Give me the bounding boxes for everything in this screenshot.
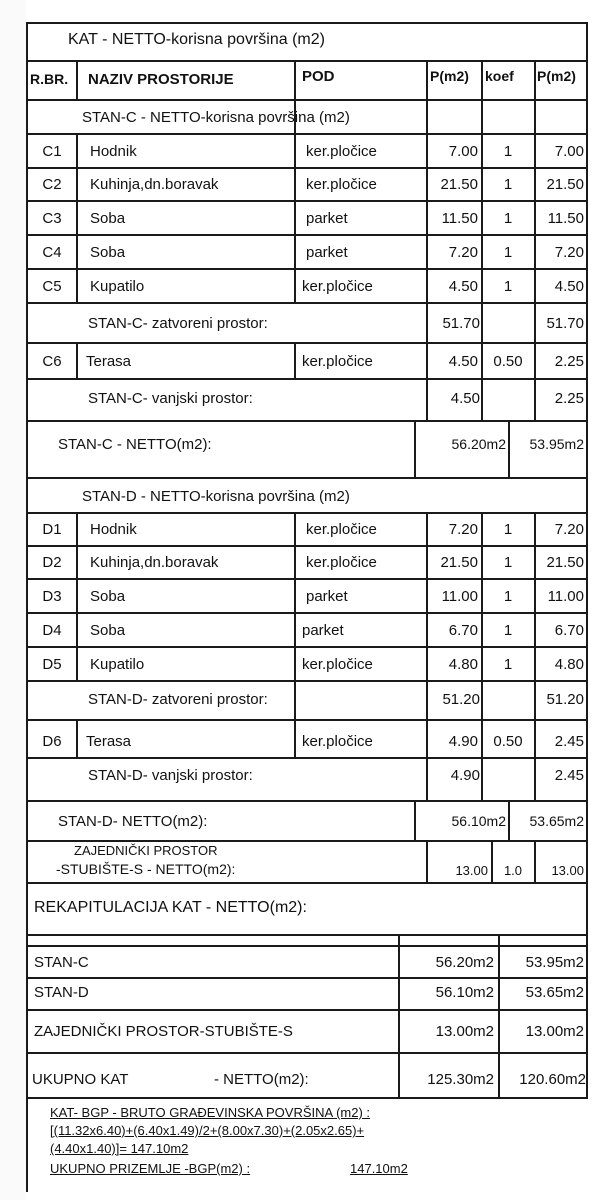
header-p2: P(m2) bbox=[537, 68, 576, 84]
bgp-line4-value: 147.10m2 bbox=[350, 1161, 408, 1176]
bgp-line1: KAT- BGP - BRUTO GRAĐEVINSKA POVRŠINA (m2) : bbox=[50, 1105, 371, 1120]
table-row-p: 7.20 bbox=[448, 521, 478, 538]
stan-c-closed-pk: 51.70 bbox=[546, 315, 584, 332]
table-row-name: Kupatilo bbox=[90, 656, 145, 673]
table-row-k: 1 bbox=[503, 656, 513, 673]
stan-d-closed-pk: 51.20 bbox=[546, 691, 584, 708]
table-row-code: C5 bbox=[42, 278, 62, 295]
table-row-name: Soba bbox=[90, 210, 126, 227]
recap-total-label: UKUPNO KAT bbox=[32, 1071, 129, 1088]
stan-d-outer-p: 4.90 bbox=[450, 767, 480, 784]
table-row-k: 1 bbox=[503, 554, 513, 571]
table-row-code: C4 bbox=[42, 244, 62, 261]
stan-c-outer-label: STAN-C- vanjski prostor: bbox=[88, 390, 253, 407]
area-calculation-sheet bbox=[26, 22, 588, 1192]
header-naziv: NAZIV PROSTORIJE bbox=[88, 71, 234, 88]
header-p1: P(m2) bbox=[430, 68, 469, 84]
stan-c-netto-label: STAN-C - NETTO(m2): bbox=[58, 436, 212, 453]
table-row-floor: ker.pločice bbox=[306, 554, 377, 571]
table-row-p: 7.00 bbox=[448, 143, 478, 160]
stan-d-terrace-floor: ker.pločice bbox=[302, 733, 373, 750]
bgp-line2: [(11.32x6.40)+(6.40x1.49)/2+(8.00x7.30)+(2.05x2.65)+ bbox=[50, 1123, 365, 1138]
recap-total-label2: - NETTO(m2): bbox=[214, 1071, 309, 1088]
table-row-name: Hodnik bbox=[90, 143, 137, 160]
table-row-pk: 11.00 bbox=[547, 588, 584, 605]
header-koef: koef bbox=[485, 68, 514, 84]
table-row-code: D4 bbox=[42, 622, 62, 639]
recap-title: REKAPITULACIJA KAT - NETTO(m2): bbox=[34, 899, 307, 916]
bgp-line4: UKUPNO PRIZEMLJE -BGP(m2) : bbox=[50, 1161, 251, 1176]
stan-c-terrace-p: 4.50 bbox=[448, 353, 478, 370]
recap-row-label: STAN-D bbox=[34, 984, 89, 1001]
table-row-k: 1 bbox=[503, 244, 513, 261]
stan-d-netto-pk: 53.65m2 bbox=[529, 813, 584, 829]
stan-c-outer-p: 4.50 bbox=[450, 390, 480, 407]
table-row-name: Soba bbox=[90, 622, 126, 639]
table-row-p: 21.50 bbox=[440, 176, 478, 193]
table-row-k: 1 bbox=[503, 622, 513, 639]
recap-row-a: 13.00m2 bbox=[435, 1023, 494, 1040]
table-row-pk: 7.00 bbox=[554, 143, 584, 160]
table-row-name: Kupatilo bbox=[90, 278, 145, 295]
recap-row-b: 53.65m2 bbox=[525, 984, 584, 1001]
table-row-name: Soba bbox=[90, 244, 126, 261]
table-row-k: 1 bbox=[503, 278, 513, 295]
table-row-floor: ker.pločice bbox=[306, 176, 377, 193]
table-row-k: 1 bbox=[503, 588, 513, 605]
table-row-floor: ker.pločice bbox=[302, 656, 373, 673]
table-row-name: Kuhinja,dn.boravak bbox=[90, 176, 219, 193]
recap-row-label: STAN-C bbox=[34, 954, 89, 971]
stan-c-netto-p: 56.20m2 bbox=[451, 436, 506, 452]
table-row-p: 7.20 bbox=[448, 244, 478, 261]
stan-d-terrace-pk: 2.45 bbox=[554, 733, 584, 750]
table-row-name: Soba bbox=[90, 588, 126, 605]
bgp-line3: (4.40x1.40)]= 147.10m2 bbox=[50, 1141, 189, 1156]
stan-c-terrace-floor: ker.pločice bbox=[302, 353, 373, 370]
table-row-p: 4.50 bbox=[448, 278, 478, 295]
table-row-pk: 11.50 bbox=[547, 210, 584, 227]
table-row-floor: ker.pločice bbox=[306, 143, 377, 160]
table-row-floor: parket bbox=[306, 244, 348, 261]
recap-row-a: 56.10m2 bbox=[435, 984, 494, 1001]
stan-d-terrace-k: 0.50 bbox=[493, 733, 523, 750]
table-row-name: Hodnik bbox=[90, 521, 137, 538]
stan-d-outer-pk: 2.45 bbox=[554, 767, 584, 784]
stan-c-outer-pk: 2.25 bbox=[554, 390, 584, 407]
table-row-code: D3 bbox=[42, 588, 62, 605]
table-row-code: D1 bbox=[42, 521, 62, 538]
table-row-pk: 7.20 bbox=[554, 521, 584, 538]
stan-d-outer-label: STAN-D- vanjski prostor: bbox=[88, 767, 253, 784]
common-p: 13.00 bbox=[455, 863, 488, 878]
stan-c-closed-p: 51.70 bbox=[442, 315, 480, 332]
common-line2: -STUBIŠTE-S - NETTO(m2): bbox=[56, 861, 236, 877]
recap-row-a: 56.20m2 bbox=[435, 954, 494, 971]
table-row-pk: 4.50 bbox=[554, 278, 584, 295]
common-pk: 13.00 bbox=[551, 863, 584, 878]
table-row-pk: 4.80 bbox=[554, 656, 584, 673]
recap-total-a: 125.30m2 bbox=[427, 1071, 494, 1088]
common-k: 1.0 bbox=[503, 863, 523, 878]
stan-d-netto-p: 56.10m2 bbox=[451, 813, 506, 829]
stan-d-terrace-code: D6 bbox=[42, 733, 62, 750]
stan-d-netto-label: STAN-D- NETTO(m2): bbox=[58, 813, 208, 830]
table-row-code: D2 bbox=[42, 554, 62, 571]
table-row-floor: parket bbox=[306, 588, 348, 605]
stan-c-netto-pk: 53.95m2 bbox=[529, 436, 584, 452]
table-row-pk: 21.50 bbox=[546, 554, 584, 571]
stan-d-closed-label: STAN-D- zatvoreni prostor: bbox=[88, 691, 268, 708]
table-row-name: Kuhinja,dn.boravak bbox=[90, 554, 219, 571]
sheet-title: KAT - NETTO-korisna površina (m2) bbox=[68, 31, 325, 48]
stan-d-terrace-p: 4.90 bbox=[448, 733, 478, 750]
stan-c-terrace-pk: 2.25 bbox=[554, 353, 584, 370]
recap-row-label: ZAJEDNIČKI PROSTOR-STUBIŠTE-S bbox=[34, 1023, 293, 1040]
table-row-p: 21.50 bbox=[440, 554, 478, 571]
table-row-code: C1 bbox=[42, 143, 62, 160]
table-row-k: 1 bbox=[503, 521, 513, 538]
stan-c-closed-label: STAN-C- zatvoreni prostor: bbox=[88, 315, 268, 332]
recap-total-b: 120.60m2 bbox=[519, 1071, 586, 1088]
table-row-p: 6.70 bbox=[448, 622, 478, 639]
table-row-pk: 21.50 bbox=[546, 176, 584, 193]
stan-d-terrace-name: Terasa bbox=[86, 733, 132, 750]
header-pod: POD bbox=[302, 68, 335, 85]
table-row-floor: ker.pločice bbox=[302, 278, 373, 295]
stan-d-closed-p: 51.20 bbox=[442, 691, 480, 708]
table-row-pk: 7.20 bbox=[554, 244, 584, 261]
table-row-k: 1 bbox=[503, 143, 513, 160]
table-row-code: C2 bbox=[42, 176, 62, 193]
stan-c-terrace-k: 0.50 bbox=[493, 353, 523, 370]
header-rbr: R.BR. bbox=[30, 71, 69, 87]
table-row-p: 11.00 bbox=[441, 588, 478, 605]
stan-c-terrace-code: C6 bbox=[42, 353, 62, 370]
table-row-pk: 6.70 bbox=[554, 622, 584, 639]
table-row-floor: parket bbox=[302, 622, 344, 639]
stan-c-terrace-name: Terasa bbox=[86, 353, 132, 370]
stan-d-heading: STAN-D - NETTO-korisna površina (m2) bbox=[82, 488, 350, 505]
table-row-k: 1 bbox=[503, 210, 513, 227]
table-row-floor: parket bbox=[306, 210, 348, 227]
table-row-floor: ker.pločice bbox=[306, 521, 377, 538]
common-line1: ZAJEDNIČKI PROSTOR bbox=[74, 843, 218, 858]
table-row-k: 1 bbox=[503, 176, 513, 193]
table-row-p: 4.80 bbox=[448, 656, 478, 673]
page-left-margin bbox=[0, 0, 26, 1200]
recap-row-b: 13.00m2 bbox=[525, 1023, 584, 1040]
stan-c-heading: STAN-C - NETTO-korisna površina (m2) bbox=[82, 109, 350, 126]
table-row-p: 11.50 bbox=[441, 210, 478, 227]
table-row-code: D5 bbox=[42, 656, 62, 673]
table-row-code: C3 bbox=[42, 210, 62, 227]
recap-row-b: 53.95m2 bbox=[525, 954, 584, 971]
